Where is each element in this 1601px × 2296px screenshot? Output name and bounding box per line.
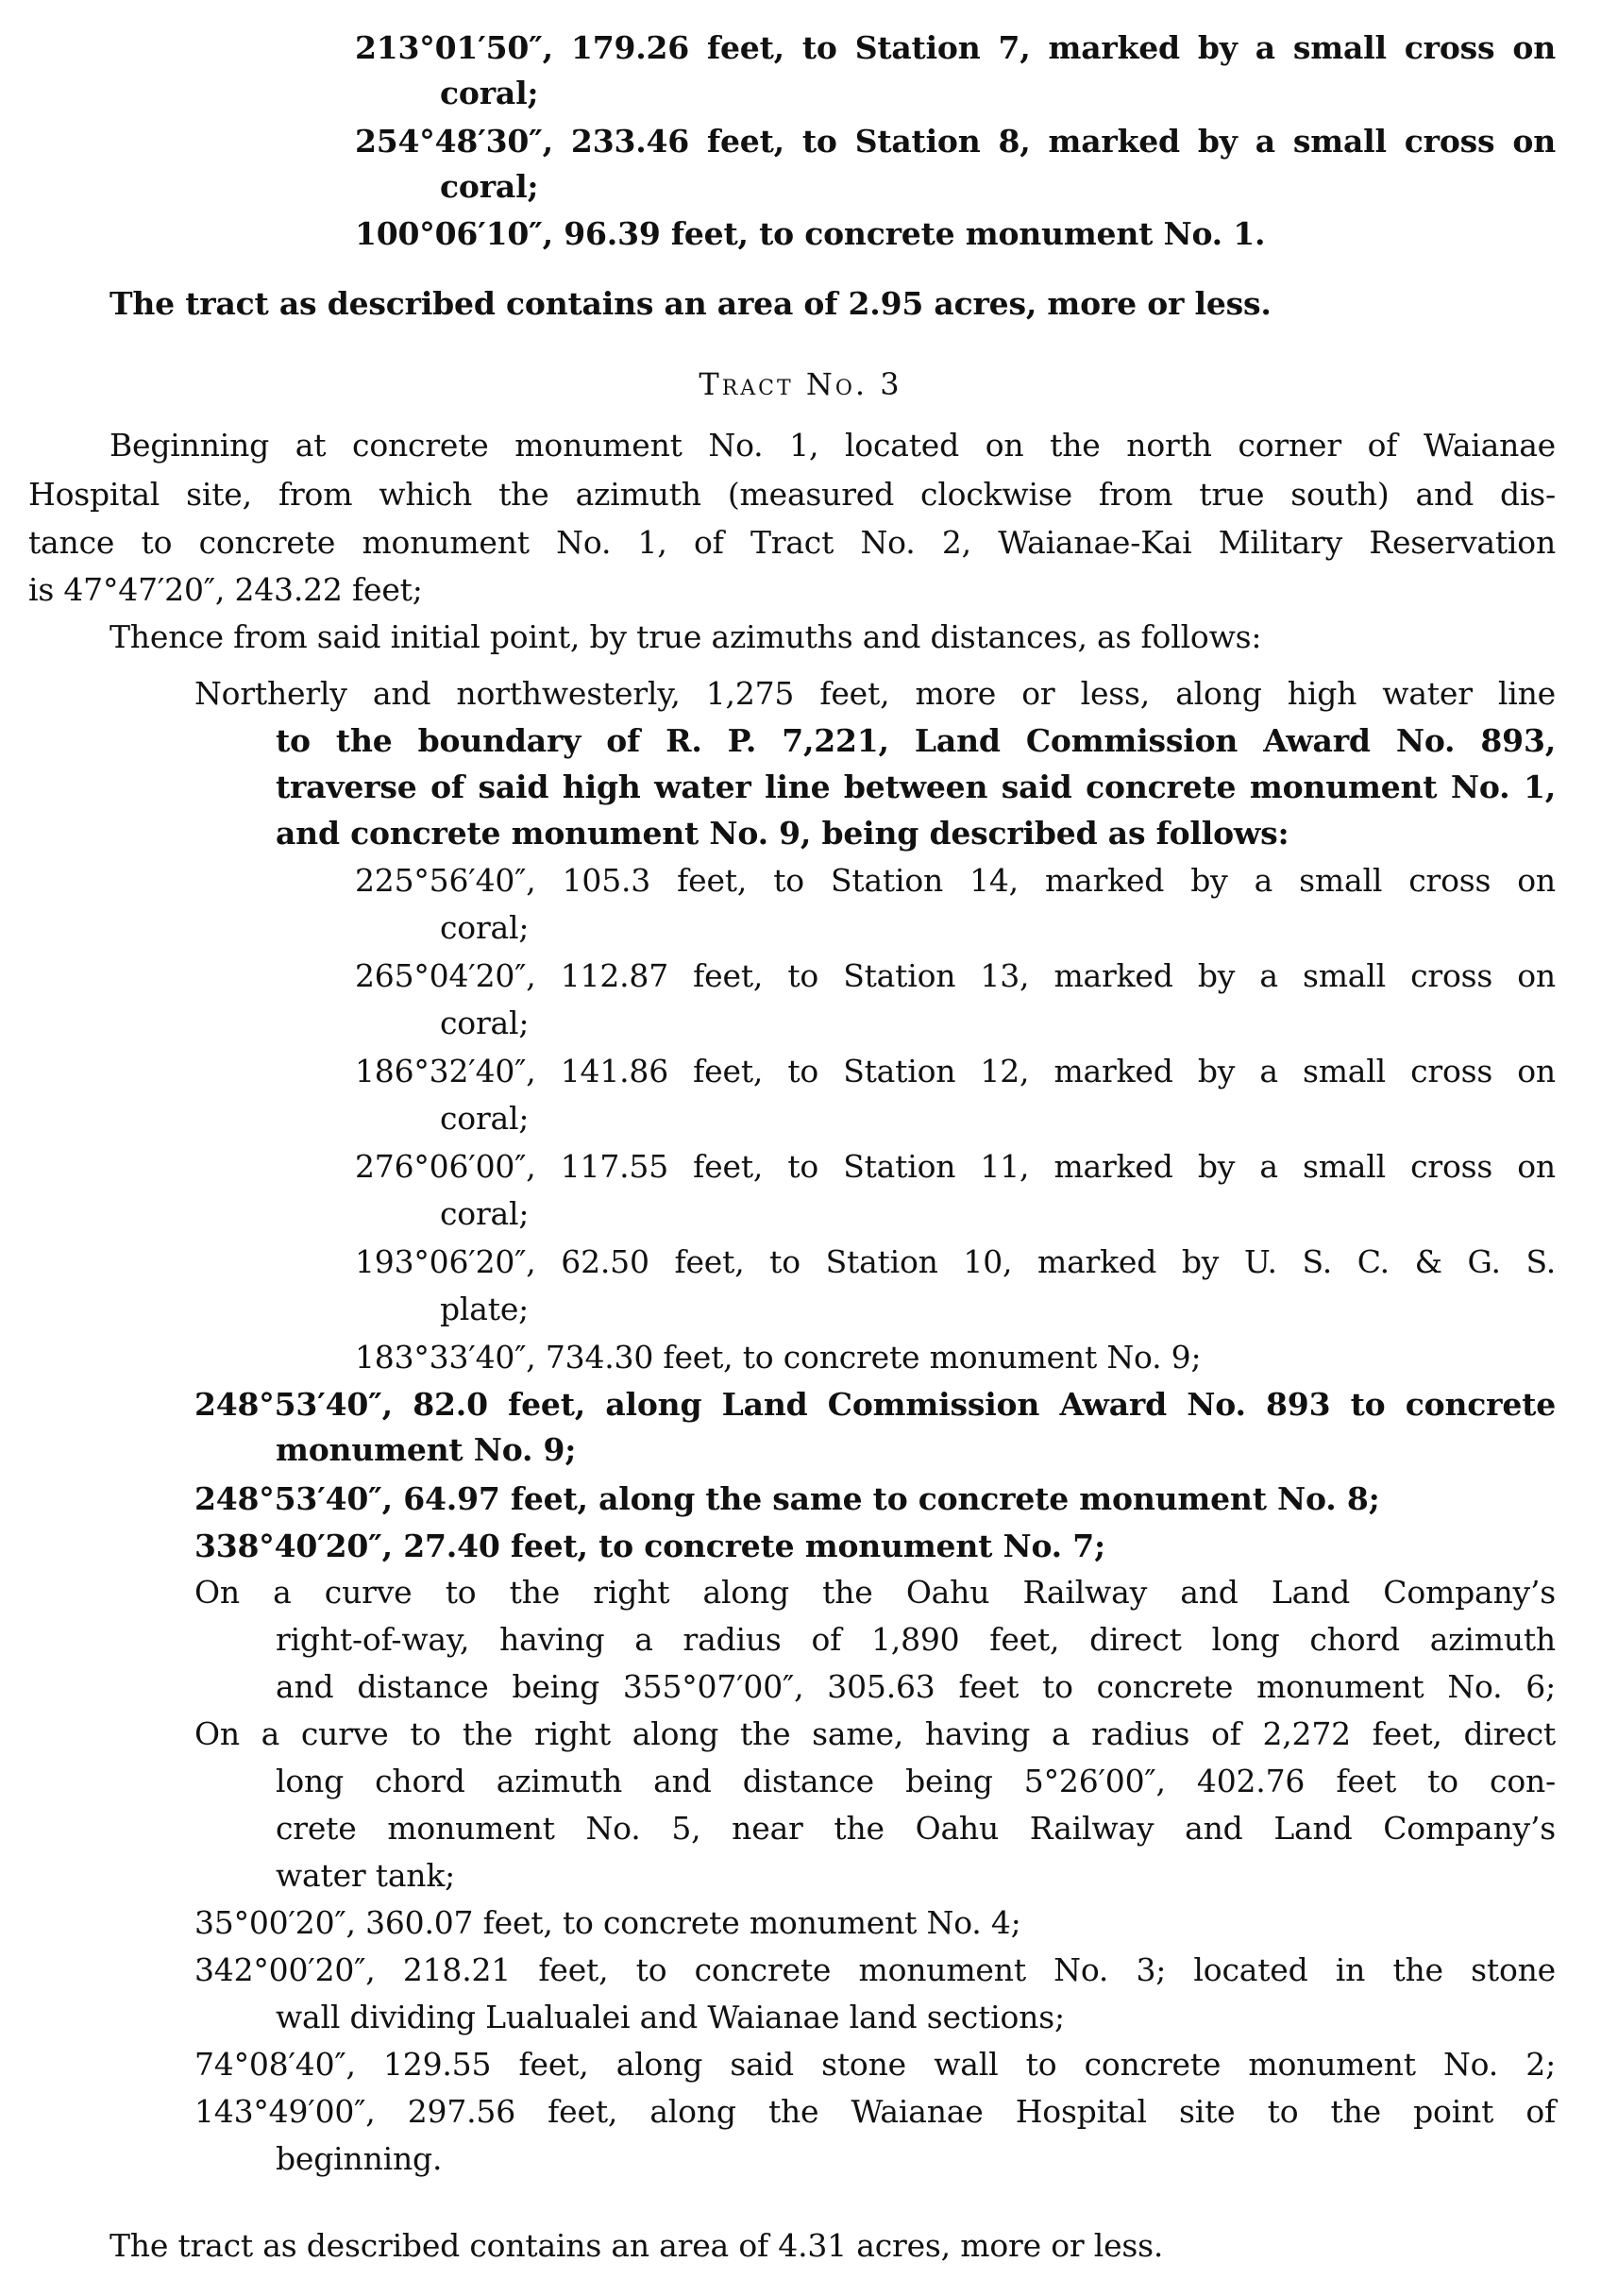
station-10-line: 193°06′20″, 62.50 feet, to Station 10, marked by U. S. C. & G. S. xyxy=(355,1243,1556,1280)
station-8-line: 254°48′30″, 233.46 feet, to Station 8, marked by a small cross on xyxy=(355,123,1556,160)
curve-1-line-2: right-of-way, having a radius of 1,890 feet, direct long chord azimuth xyxy=(276,1621,1556,1658)
station-14-continuation: coral; xyxy=(440,909,530,946)
curve-1-line-1: On a curve to the right along the Oahu Railway and Land Company’s xyxy=(194,1574,1556,1611)
tract-3-area: The tract as described contains an area of 4.31 acres, more or less. xyxy=(110,2227,1164,2264)
station-12-line: 186°32′40″, 141.86 feet, to Station 12, marked by a small cross on xyxy=(355,1053,1556,1089)
station-8-continuation: coral; xyxy=(440,168,539,205)
station-14-line: 225°56′40″, 105.3 feet, to Station 14, marked by a small cross on xyxy=(355,862,1556,899)
course-monument-3-line-2: wall dividing Lualualei and Waianae land sections; xyxy=(276,1999,1065,2035)
curve-2-line-1: On a curve to the right along the same, having a radius of 2,272 feet, direct xyxy=(194,1715,1556,1752)
course-2-line: 248°53′40″, 64.97 feet, along the same to concrete monument No. 8; xyxy=(194,1480,1380,1517)
intro-line-2: Hospital site, from which the azimuth (measured clockwise from true south) and dis- xyxy=(28,476,1556,513)
intro-line-5: Thence from said initial point, by true azimuths and distances, as follows: xyxy=(110,618,1262,655)
course-monument-3-line-1: 342°00′20″, 218.21 feet, to concrete monument No. 3; located in the stone xyxy=(194,1951,1556,1988)
station-7-line: 213°01′50″, 179.26 feet, to Station 7, marked by a small cross on xyxy=(355,29,1556,66)
northerly-line-3: traverse of said high water line between said concrete monument No. 1, xyxy=(276,768,1556,805)
curve-2-line-4: water tank; xyxy=(276,1857,456,1894)
northerly-line-2: to the boundary of R. P. 7,221, Land Commission Award No. 893, xyxy=(276,722,1556,759)
station-10-continuation: plate; xyxy=(440,1291,530,1327)
station-12-continuation: coral; xyxy=(440,1100,530,1137)
course-1-line-2: monument No. 9; xyxy=(276,1431,577,1468)
station-11-line: 276°06′00″, 117.55 feet, to Station 11, marked by a small cross on xyxy=(355,1148,1556,1185)
tract-2-area: The tract as described contains an area of 2.95 acres, more or less. xyxy=(110,285,1272,322)
northerly-line-4: and concrete monument No. 9, being described as follows: xyxy=(276,815,1289,852)
course-1-line-1: 248°53′40″, 82.0 feet, along Land Commission Award No. 893 to concrete xyxy=(194,1386,1556,1423)
curve-2-line-2: long chord azimuth and distance being 5°26′00″, 402.76 feet to con- xyxy=(276,1763,1556,1799)
course-monument-4-line: 35°00′20″, 360.07 feet, to concrete monument No. 4; xyxy=(194,1904,1021,1941)
curve-1-line-3: and distance being 355°07′00″, 305.63 feet to concrete monument No. 6; xyxy=(276,1668,1556,1705)
station-11-continuation: coral; xyxy=(440,1195,530,1232)
course-monument-2-line: 74°08′40″, 129.55 feet, along said stone wall to concrete monument No. 2; xyxy=(194,2046,1556,2083)
intro-line-4: is 47°47′20″, 243.22 feet; xyxy=(28,571,423,608)
northerly-line-1: Northerly and northwesterly, 1,275 feet, more or less, along high water line xyxy=(194,675,1556,712)
intro-line-3: tance to concrete monument No. 1, of Tract No. 2, Waianae-Kai Military Reservation xyxy=(28,524,1556,561)
station-13-line: 265°04′20″, 112.87 feet, to Station 13, marked by a small cross on xyxy=(355,957,1556,994)
monument-1-line: 100°06′10″, 96.39 feet, to concrete monument No. 1. xyxy=(355,215,1266,252)
station-13-continuation: coral; xyxy=(440,1004,530,1041)
course-beginning-line-2: beginning. xyxy=(276,2140,443,2177)
course-3-line: 338°40′20″, 27.40 feet, to concrete monument No. 7; xyxy=(194,1528,1105,1564)
tract-3-heading: Tract No. 3 xyxy=(699,366,902,402)
course-beginning-line-1: 143°49′00″, 297.56 feet, along the Waianae Hospital site to the point of xyxy=(194,2093,1556,2130)
station-9-line: 183°33′40″, 734.30 feet, to concrete monument No. 9; xyxy=(355,1339,1202,1376)
station-7-continuation: coral; xyxy=(440,75,539,111)
curve-2-line-3: crete monument No. 5, near the Oahu Railway and Land Company’s xyxy=(276,1810,1556,1847)
intro-line-1: Beginning at concrete monument No. 1, located on the north corner of Waianae xyxy=(110,427,1556,464)
